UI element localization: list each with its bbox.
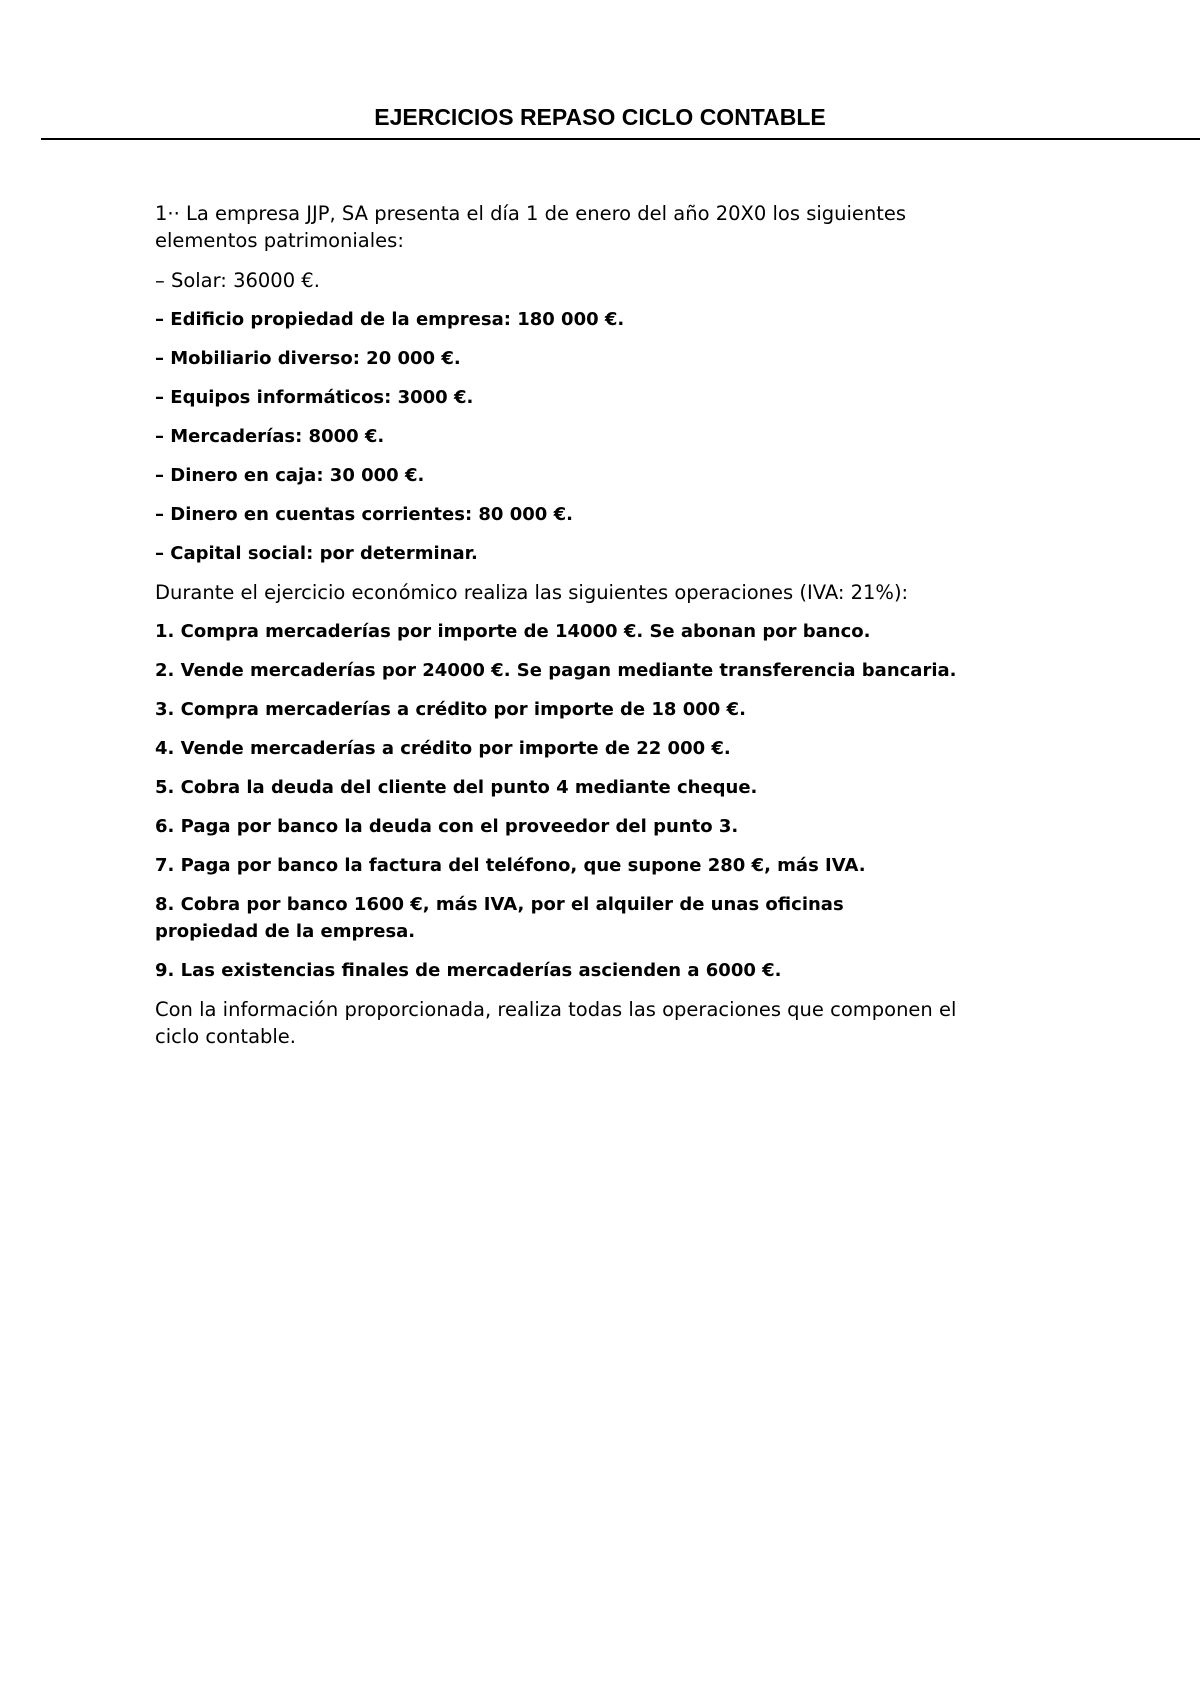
operation-5: 5. Cobra la deuda del cliente del punto 4 mediante cheque. [155, 777, 758, 798]
element-mercaderias: – Mercaderías: 8000 €. [155, 426, 385, 447]
element-solar: – Solar: 36000 €. [155, 269, 320, 292]
operation-1: 1. Compra mercaderías por importe de 14000 €. Se abonan por banco. [155, 621, 871, 642]
element-edificio: – Edificio propiedad de la empresa: 180 000 €. [155, 309, 625, 330]
element-cuentas: – Dinero en cuentas corrientes: 80 000 €. [155, 504, 573, 525]
closing-line-1: Con la información proporcionada, realiza todas las operaciones que componen el [155, 998, 957, 1021]
operation-7: 7. Paga por banco la factura del teléfono, que supone 280 €, más IVA. [155, 855, 866, 876]
closing-line-2: ciclo contable. [155, 1025, 297, 1048]
element-equipos: – Equipos informáticos: 3000 €. [155, 387, 474, 408]
element-mobiliario: – Mobiliario diverso: 20 000 €. [155, 348, 461, 369]
intro-line-1: 1·· La empresa JJP, SA presenta el día 1 de enero del año 20X0 los siguientes [155, 202, 907, 225]
operation-8-line-1: 8. Cobra por banco 1600 €, más IVA, por el alquiler de unas oficinas [155, 894, 844, 915]
element-capital: – Capital social: por determinar. [155, 543, 478, 564]
operation-2: 2. Vende mercaderías por 24000 €. Se pagan mediante transferencia bancaria. [155, 660, 957, 681]
operation-4: 4. Vende mercaderías a crédito por importe de 22 000 €. [155, 738, 731, 759]
element-caja: – Dinero en caja: 30 000 €. [155, 465, 425, 486]
exercise-body [155, 200, 1115, 1050]
operation-3: 3. Compra mercaderías a crédito por importe de 18 000 €. [155, 699, 746, 720]
operation-9: 9. Las existencias finales de mercaderías ascienden a 6000 €. [155, 960, 782, 981]
intro-line-2: elementos patrimoniales: [155, 229, 404, 252]
document-title: EJERCICIOS REPASO CICLO CONTABLE [374, 104, 826, 130]
operation-8-line-2: propiedad de la empresa. [155, 921, 416, 942]
operations-intro: Durante el ejercicio económico realiza las siguientes operaciones (IVA: 21%): [155, 581, 909, 604]
operation-6: 6. Paga por banco la deuda con el proveedor del punto 3. [155, 816, 739, 837]
title-underline [41, 138, 1200, 140]
